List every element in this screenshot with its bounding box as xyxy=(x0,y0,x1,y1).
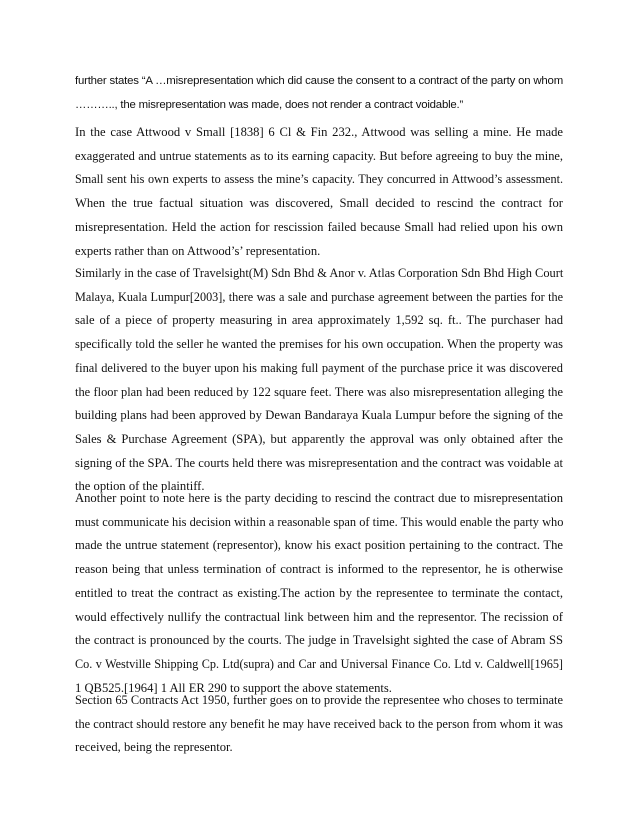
text-line: Section 65 Contracts Act 1950, further goes on to provide the representee who choses to terminate xyxy=(75,693,563,707)
text-line: 1 QB525.[1964] 1 All ER 290 to support the above statements. xyxy=(75,680,392,695)
text-line: Similarly in the case of Travelsight(M) Sdn Bhd & Anor v. Atlas Corporation Sdn Bhd High Court xyxy=(75,266,564,280)
text-line: the option of the plaintiff. xyxy=(75,479,205,494)
paragraph-travelsight xyxy=(75,262,563,499)
text-line: In the case Attwood v Small [1838] 6 Cl & Fin 232., Attwood was selling a mine. He made xyxy=(75,125,563,139)
text-line: When the true factual situation was discovered, Small decided to rescind the contract for xyxy=(75,196,563,211)
text-line: experts rather than on Attwood’s’ representation. xyxy=(75,243,321,258)
text-line: sale of a piece of property measuring in area approximately 1,592 sq. ft.. The purchaser had xyxy=(75,313,563,328)
text-line: must communicate his decision within a reasonable span of time. This would enable the party who xyxy=(75,514,564,529)
text-line: building plans had been approved by Dewan Bandaraya Kuala Lumpur before the signing of the xyxy=(75,408,563,423)
text-line: Another point to note here is the party deciding to rescind the contract due to misrepresentation xyxy=(75,491,563,505)
text-line: signing of the SPA. The courts held there was misrepresentation and the contract was voidable at xyxy=(75,455,563,470)
text-line: reason being that unless termination of contract is informed to the representor, he is otherwise xyxy=(75,562,563,577)
text-line: the contract is pronounced by the courts. The judge in Travelsight sighted the case of Abram SS xyxy=(75,633,563,648)
text-line: the contract should restore any benefit he may have received back to the person from whom it was xyxy=(75,716,563,731)
paragraph-section-65 xyxy=(75,689,563,760)
text-line: entitled to treat the contract as existing.The action by the representee to terminate the contact, xyxy=(75,585,563,600)
text-line: ……….., the misrepresentation was made, does not render a contract voidable.” xyxy=(75,98,464,111)
text-line: Co. v Westville Shipping Cp. Ltd(supra) and Car and Universal Finance Co. Ltd v. Caldwell[1965] xyxy=(75,656,563,671)
text-line: Small sent his own experts to assess the mine’s capacity. They concurred in Attwood’s assessment. xyxy=(75,172,563,187)
text-line: further states “A …misrepresentation which did cause the consent to a contract of the party on whom xyxy=(75,75,563,87)
text-line: the floor plan had been reduced by 122 square feet. There was also misrepresentation alleging the xyxy=(75,384,563,399)
text-line: specifically told the seller he wanted the premises for his own occupation. When the property was xyxy=(75,337,563,352)
paragraph-continuation xyxy=(75,70,563,117)
text-line: Malaya, Kuala Lumpur[2003], there was a sale and purchase agreement between the parties for the xyxy=(75,289,563,304)
text-line: received, being the representor. xyxy=(75,740,233,755)
paragraph-attwood-v-small xyxy=(75,121,563,263)
text-line: made the untrue statement (representor), know his exact position pertaining to the contract. The xyxy=(75,538,563,553)
text-line: would effectively nullify the contractual link between him and the representor. The recission of xyxy=(75,609,563,624)
paragraph-communicate-rescission xyxy=(75,487,563,700)
text-line: final delivered to the buyer upon his making full payment of the purchase price it was discovered xyxy=(75,360,563,375)
text-line: exaggerated and untrue statements as to its earning capacity. But before agreeing to buy the mine, xyxy=(75,148,563,163)
text-line: Sales & Purchase Agreement (SPA), but apparently the approval was only obtained after the xyxy=(75,431,563,446)
text-line: misrepresentation. Held the action for rescission failed because Small had relied upon his own xyxy=(75,219,563,234)
